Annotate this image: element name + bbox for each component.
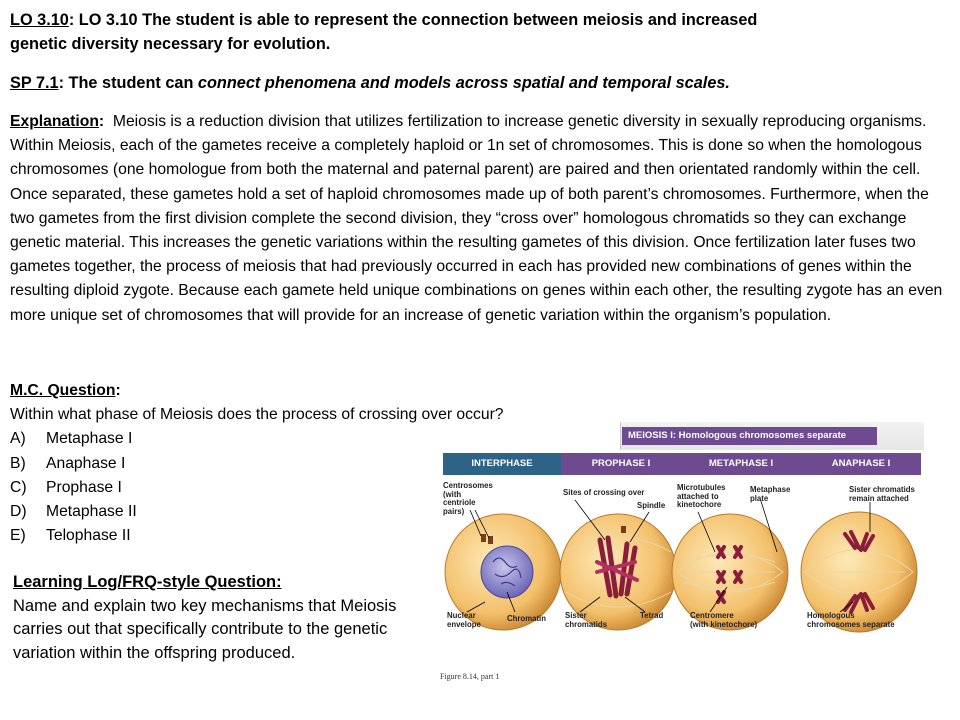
meiosis-cells-illustration <box>415 422 923 692</box>
mc-option[interactable]: D) Metaphase II <box>10 503 137 521</box>
mc-question-text: Within what phase of Meiosis does the process of crossing over occur? <box>10 406 504 424</box>
figure-caption: Figure 8.14, part 1 <box>440 672 500 681</box>
learning-objective: LO 3.10: LO 3.10 The student is able to represent the connection between meiosis and increased genetic diversity necessary for evolution. <box>10 11 758 53</box>
label-sister-chromatids: Sister chromatids <box>565 611 608 629</box>
label-sister-attached: Sister chromatids remain attached <box>849 485 915 503</box>
figure-banner-title: MEIOSIS I: Homologous chromosomes separate <box>622 427 877 445</box>
label-chromatin: Chromatin <box>507 614 546 623</box>
stage-prophase-1: PROPHASE I <box>561 453 681 475</box>
meiosis-figure <box>415 422 923 692</box>
learning-log-label: Learning Log/FRQ-style Question: <box>13 573 282 591</box>
stage-interphase: INTERPHASE <box>443 453 561 475</box>
label-spindle: Spindle <box>637 501 666 510</box>
learning-log <box>13 571 413 665</box>
mc-option[interactable]: A) Metaphase I <box>10 430 133 448</box>
mc-option[interactable]: B) Anaphase I <box>10 454 126 472</box>
label-centrosomes: Centrosomes (with centriole pairs) <box>443 481 493 516</box>
sp-text: The student can <box>68 74 198 92</box>
mc-option[interactable]: E) Telophase II <box>10 527 131 545</box>
science-practice: SP 7.1: The student can connect phenomena and models across spatial and temporal scales. <box>10 74 730 92</box>
label-centromere: Centromere (with kinetochore) <box>690 611 758 629</box>
label-crossing-sites: Sites of crossing over <box>563 488 645 497</box>
label-homologous-separate: Homologous chromosomes separate <box>807 611 895 629</box>
sp-code: SP 7.1 <box>10 74 59 92</box>
label-microtubules: Microtubules attached to kinetochore <box>677 483 726 509</box>
label-tetrad: Tetrad <box>640 611 664 620</box>
stage-metaphase-1: METAPHASE I <box>681 453 801 475</box>
lo-text: LO 3.10 The student is able to represent the connection between meiosis and increased genetic diversity necessary for evolution. <box>10 11 758 53</box>
label-nuclear-envelope: Nuclear envelope <box>447 611 481 629</box>
explanation-label: Explanation <box>10 113 99 130</box>
explanation: Explanation: Meiosis is a reduction division that utilizes fertilization to increase genetic diversity in sexually reproducing organisms. Within Meiosis, each of the gametes receive a completely haploid or 1n set of chromosomes. This is done so when the homologous chromosomes (one homologue from both the maternal and paternal parent) are paired and then orientated randomly within the cell. Once separated, these gametes hold a set of haploid chromosomes made up of both parent’s chromosomes. Furthermore, when the two gametes from the first division complete the second division, they “cross over” homologous chromatids so they can exchange genetic material. This increases the genetic variations within the resulting gametes of this division. Once fertilization later fuses two gametes together, the process of meiosis that had previously occurred in each has provided new combinations of genes within the resulting diploid zygote. Because each gamete held unique combinations on genes within each other, the resulting zygote has an even more unique set of chromosomes that will provide for an increase of genetic variation within the organism’s population. <box>10 113 943 324</box>
sp-text-italic: connect phenomena and models across spatial and temporal scales. <box>197 74 730 92</box>
lo-code: LO 3.10 <box>10 11 69 29</box>
label-metaphase-plate: Metaphase plate <box>750 485 791 503</box>
mc-option[interactable]: C) Prophase I <box>10 478 122 496</box>
learning-log-text: Name and explain two key mechanisms that Meiosis carries out that specifically contribute to the genetic variation within the offspring produced. <box>13 596 397 662</box>
stage-anaphase-1: ANAPHASE I <box>801 453 921 475</box>
mc-label: M.C. Question <box>10 382 116 399</box>
explanation-text: Meiosis is a reduction division that utilizes fertilization to increase genetic diversity in sexually reproducing organisms. Within Meiosis, each of the gametes receive a completely haploid or 1n set of chromosomes. This is done so when the homologous chromosomes (one homologue from both the maternal and paternal parent) are paired and then orientated randomly within the cell. Once separated, these gametes hold a set of haploid chromosomes made up of both parent’s chromosomes. Furthermore, when the two gametes from the first division complete the second division, they “cross over” homologous chromatids so they can exchange genetic material. This increases the genetic variations within the resulting gametes of this division. Once fertilization later fuses two gametes together, the process of meiosis that had previously occurred in each has provided new combinations of genes within the resulting diploid zygote. Because each gamete held unique combinations on genes within each other, the resulting zygote has an even more unique set of chromosomes that will provide for an increase of genetic variation within the organism’s population. <box>10 113 943 324</box>
mc-question: M.C. Question: Within what phase of Meiosis does the process of crossing over occur? A) Metaphase I B) Anaphase I C) Prophase I D) Metaphase II E) Telophase II <box>10 379 630 548</box>
